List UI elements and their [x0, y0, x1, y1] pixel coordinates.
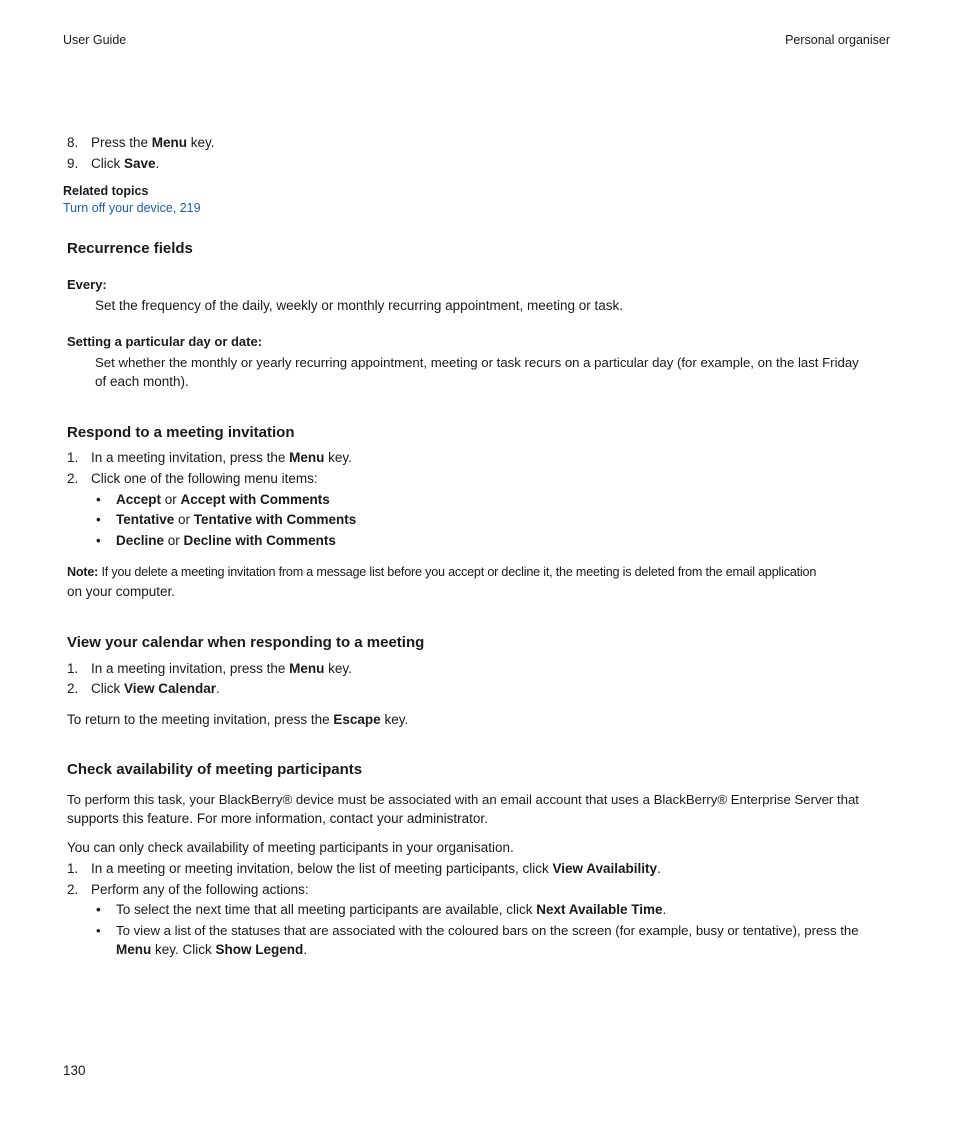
step-9: 9. Click Save. [67, 156, 160, 171]
bullet-icon: • [96, 533, 101, 548]
day-text-line2: of each month). [95, 374, 189, 389]
section-title-respond: Respond to a meeting invitation [67, 424, 295, 441]
availability-only-text: You can only check availability of meeting participants in your organisation. [67, 840, 514, 855]
calendar-step-1: 1. In a meeting invitation, press the Menu key. [67, 661, 352, 676]
respond-bullet-decline: • Decline or Decline with Comments [96, 533, 336, 548]
day-text-line1: Set whether the monthly or yearly recurring appointment, meeting or task recurs on a particular day (for example, on the last Friday [95, 355, 859, 370]
availability-step-2: 2. Perform any of the following actions: [67, 882, 309, 897]
respond-step-2: 2. Click one of the following menu items: [67, 471, 318, 486]
day-label: Setting a particular day or date: [67, 334, 263, 349]
step-8: 8. Press the Menu key. [67, 135, 215, 150]
section-title-view-calendar: View your calendar when responding to a meeting [67, 634, 425, 651]
bullet-icon: • [96, 492, 101, 507]
bullet-icon: • [96, 512, 101, 527]
bullet-icon: • [96, 902, 101, 917]
every-label: Every: [67, 277, 107, 292]
availability-bullet-1: • To select the next time that all meeting participants are available, click Next Available Time. [96, 902, 667, 917]
related-topic-link[interactable]: Turn off your device, 219 [63, 201, 201, 215]
respond-bullet-tentative: • Tentative or Tentative with Comments [96, 512, 357, 527]
availability-intro-line1: To perform this task, your BlackBerry® device must be associated with an email account that uses a BlackBerry® Enterprise Server that [67, 792, 859, 807]
calendar-return-text: To return to the meeting invitation, press the Escape key. [67, 712, 409, 727]
calendar-step-2: 2. Click View Calendar. [67, 681, 220, 696]
respond-step-1: 1. In a meeting invitation, press the Menu key. [67, 450, 352, 465]
availability-bullet-2-line2: Menu key. Click Show Legend. [116, 942, 308, 957]
header-left: User Guide [63, 33, 127, 47]
availability-intro-line2: supports this feature. For more information, contact your administrator. [67, 811, 488, 826]
section-title-availability: Check availability of meeting participants [67, 761, 363, 778]
section-title-recurrence: Recurrence fields [67, 240, 193, 257]
respond-bullet-accept: • Accept or Accept with Comments [96, 492, 330, 507]
header-right: Personal organiser [785, 33, 890, 47]
availability-bullet-2-line1: • To view a list of the statuses that are associated with the coloured bars on the screen (for example, busy or tentative), press the [96, 923, 859, 938]
every-text: Set the frequency of the daily, weekly or monthly recurring appointment, meeting or task. [95, 298, 624, 313]
note-line2: on your computer. [67, 584, 176, 599]
note-line1: Note: If you delete a meeting invitation from a message list before you accept or decline it, the meeting is deleted from the email application [67, 565, 817, 579]
related-topics-title: Related topics [63, 184, 149, 198]
page-number: 130 [63, 1063, 86, 1078]
bullet-icon: • [96, 923, 101, 938]
availability-step-1: 1. In a meeting or meeting invitation, below the list of meeting participants, click View Availability. [67, 861, 661, 876]
